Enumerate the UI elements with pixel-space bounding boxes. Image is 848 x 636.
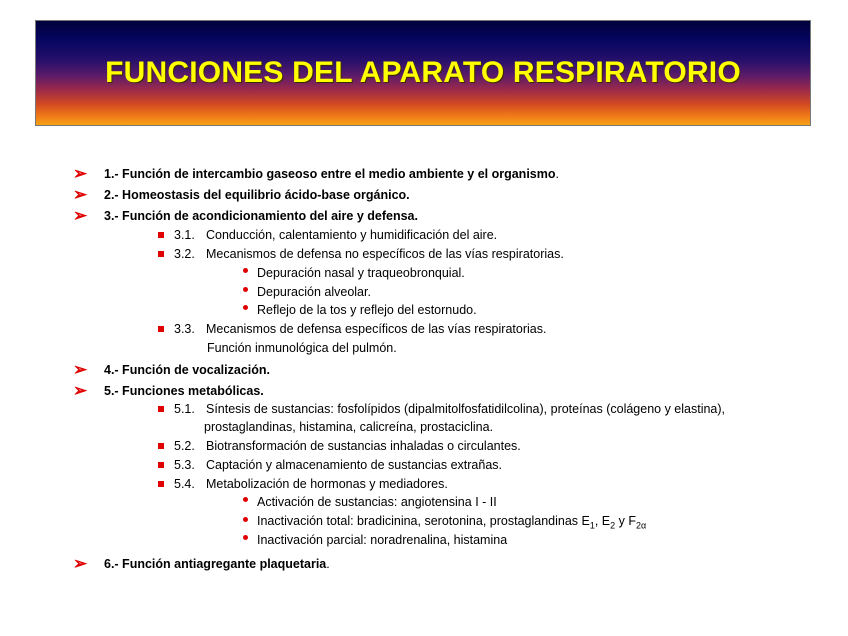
square-bullet-icon [158,232,164,238]
sub-item-3-3-continuation: Función inmunológica del pulmón. [207,341,397,355]
sub-item-3-1 [158,228,497,242]
dot-bullet-icon [243,497,248,502]
item-end: . [326,556,330,571]
sub-sub-item-text: Inactivación parcial: noradrenalina, histamina [257,533,508,547]
list-item-6 [73,555,330,572]
sub-item-number: 5.3. [174,458,195,472]
sub-sub-item-text: Depuración nasal y traqueobronquial. [257,266,465,280]
sub-item-5-2 [158,439,521,453]
arrow-bullet-icon: ➢ [73,185,88,204]
arrow-bullet-icon: ➢ [73,206,88,225]
sub-sub-item-3-2-b [243,285,371,299]
sub-sub-item-text: Activación de sustancias: angiotensina I - II [257,495,497,509]
sub-item-text: Biotransformación de sustancias inhaladas o circulantes. [206,439,521,453]
item-text: 6.- Función antiagregante plaquetaria [104,556,327,571]
sub-item-number: 5.4. [174,477,195,491]
sub-item-5-1-continuation: prostaglandinas, histamina, calicreína, prostaciclina. [204,420,494,434]
list-item-3 [73,207,418,224]
sub-sub-item-text: Reflejo de la tos y reflejo del estornudo. [257,303,477,317]
arrow-bullet-icon: ➢ [73,164,88,183]
arrow-bullet-icon: ➢ [73,360,88,379]
list-item-4 [73,361,270,378]
list-item-1 [73,165,559,182]
sub-item-5-4 [158,477,448,491]
square-bullet-icon [158,481,164,487]
square-bullet-icon [158,251,164,257]
square-bullet-icon [158,462,164,468]
item-text: 2.- Homeostasis del equilibrio ácido-base orgánico. [104,187,410,202]
sub-item-number: 3.3. [174,322,195,336]
dot-bullet-icon [243,305,248,310]
dot-bullet-icon [243,287,248,292]
sub-item-number: 5.2. [174,439,195,453]
sub-sub-item-5-4-b [243,514,646,531]
sub-item-text: Mecanismos de defensa específicos de las vías respiratorias. [206,322,547,336]
sub-sub-item-text: Depuración alveolar. [257,285,371,299]
item-text: 4.- Función de vocalización. [104,362,271,377]
sub-sub-item-5-4-c [243,533,507,547]
dot-bullet-icon [243,517,248,522]
sub-item-3-3 [158,322,546,336]
sub-sub-item-5-4-a [243,495,497,509]
sub-item-5-1 [158,402,725,416]
list-item-5 [73,382,264,399]
sub-item-number: 3.1. [174,228,195,242]
arrow-bullet-icon: ➢ [73,554,88,573]
sub-item-3-2 [158,247,564,261]
item-text: 3.- Función de acondicionamiento del aire y defensa. [104,208,418,223]
sub-item-number: 3.2. [174,247,195,261]
square-bullet-icon [158,326,164,332]
sub-sub-item-3-2-c [243,303,477,317]
page-title: FUNCIONES DEL APARATO RESPIRATORIO [105,56,741,89]
sub-sub-item-3-2-a [243,266,465,280]
arrow-bullet-icon: ➢ [73,381,88,400]
sub-sub-item-text: Inactivación total: bradicinina, serotonina, prostaglandinas $E_1$, $E_2$ y $F_{2\alpha}$ [257,514,647,531]
sub-item-text: Metabolización de hormonas y mediadores. [206,477,448,491]
list-item-2 [73,186,410,203]
dot-bullet-icon [243,535,248,540]
square-bullet-icon [158,443,164,449]
item-text: 5.- Funciones metabólicas. [104,383,264,398]
sub-item-number: 5.1. [174,402,195,416]
sub-item-text: Conducción, calentamiento y humidificación del aire. [206,228,498,242]
sub-item-text: Mecanismos de defensa no específicos de las vías respiratorias. [206,247,564,261]
dot-bullet-icon [243,268,248,273]
sub-item-text: Síntesis de sustancias: fosfolípidos (dipalmitolfosfatidilcolina), proteínas (colágeno y elastina), [206,402,726,416]
sub-item-text: Captación y almacenamiento de sustancias extrañas. [206,458,502,472]
item-text: 1.- Función de intercambio gaseoso entre el medio ambiente y el organismo [104,166,556,181]
item-end: . [555,166,559,181]
sub-item-5-3 [158,458,502,472]
square-bullet-icon [158,406,164,412]
